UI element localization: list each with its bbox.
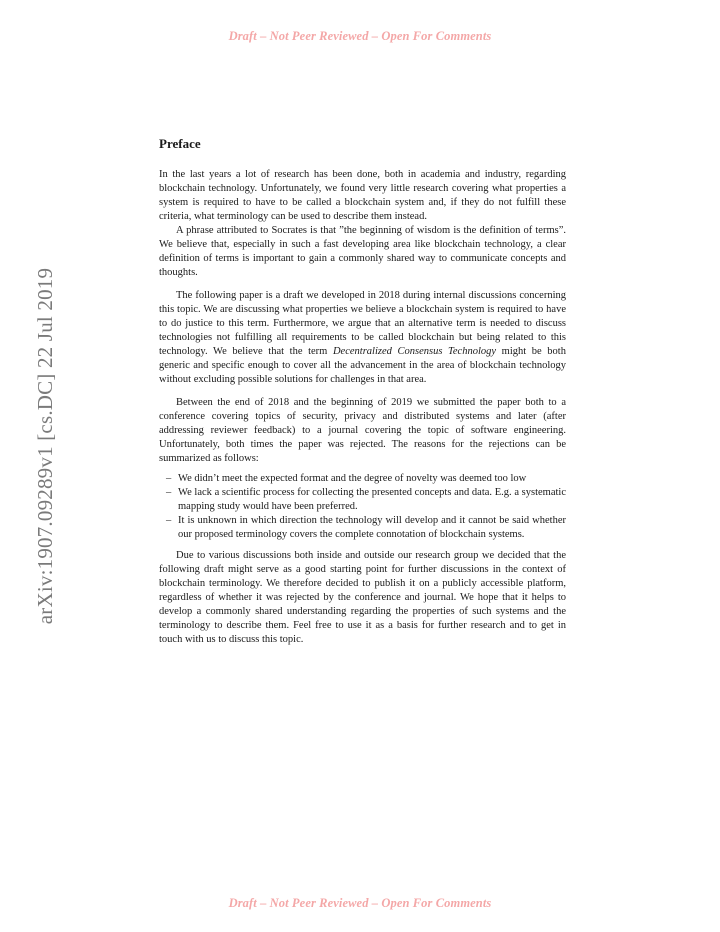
list-dash: – [166, 515, 172, 526]
list-item [159, 486, 566, 514]
paragraph-draft-text-b: might be both generic and specific enough to cover all the advancement in the area of blockchain technology without excluding possible solutions for challenges in that area. [159, 346, 566, 385]
list-dash: – [166, 473, 172, 484]
list-item-text: We lack a scientific process for collecting the presented concepts and data. E.g. a systematic mapping study would have been preferred. [178, 487, 566, 512]
arxiv-identifier [33, 258, 57, 634]
draft-watermark-bottom: Draft – Not Peer Reviewed – Open For Comments [228, 896, 492, 910]
draft-watermark-top: Draft – Not Peer Reviewed – Open For Comments [228, 29, 492, 43]
list-item-text: It is unknown in which direction the technology will develop and it cannot be said whether our proposed terminology covers the complete connotation of blockchain systems. [178, 515, 566, 540]
list-item [159, 472, 566, 486]
list-item [159, 514, 566, 542]
section-title: Preface [159, 136, 201, 151]
proposed-term: Decentralized Consensus Technology [332, 346, 497, 357]
paragraph-intro: In the last years a lot of research has been done, both in academia and industry, regarding blockchain technology. Unfortunately, we found very little research covering what properties a system is required to have to be called a blockchain system and, if they do not fulfill these criteria, what terminology can be used to describe them instead. [159, 169, 566, 222]
paragraph-draft-text-a: The following paper is a draft we developed in 2018 during internal discussions concerning this topic. We are discussing what properties we believe a blockchain system is required to have to do justice to this term. Furthermore, we argue that an alternative term is needed to discuss technologies not fulfilling all requirements to be called blockchain but being related to this technology. We believe that the term [159, 290, 566, 357]
list-dash: – [166, 487, 172, 498]
paragraph-closing: Due to various discussions both inside and outside our research group we decided that the following draft might serve as a good starting point for further discussions in the context of blockchain terminology. We therefore decided to publish it on a publicly accessible platform, regardless of whether it was rejected by the conference and journal. We hope that it helps to develop a commonly shared understanding regarding the properties of such systems and the terminology to describe them. Feel free to use it as a basis for further research and to get in touch with us to discuss this topic. [159, 550, 566, 645]
arxiv-identifier-text: arXiv:1907.09289v1 [cs.DC] 22 Jul 2019 [33, 267, 57, 625]
paragraph-submission: Between the end of 2018 and the beginning of 2019 we submitted the paper both to a conference covering topics of security, privacy and distributed systems and later (after addressing reviewer feedback) to a journal covering the topic of software engineering. Unfortunately, both times the paper was rejected. The reasons for the rejections can be summarized as follows: [159, 397, 566, 464]
paragraph-draft [159, 289, 566, 387]
paragraph-socrates: A phrase attributed to Socrates is that ”the beginning of wisdom is the definition of terms”. We believe that, especially in such a fast developing area like blockchain technology, a clear definition of terms is important to gain a commonly shared way to communicate concepts and thoughts. [159, 225, 566, 278]
list-item-text: We didn’t meet the expected format and the degree of novelty was deemed too low [178, 473, 527, 484]
rejection-reasons-list [159, 472, 566, 542]
preface-section [159, 136, 566, 647]
